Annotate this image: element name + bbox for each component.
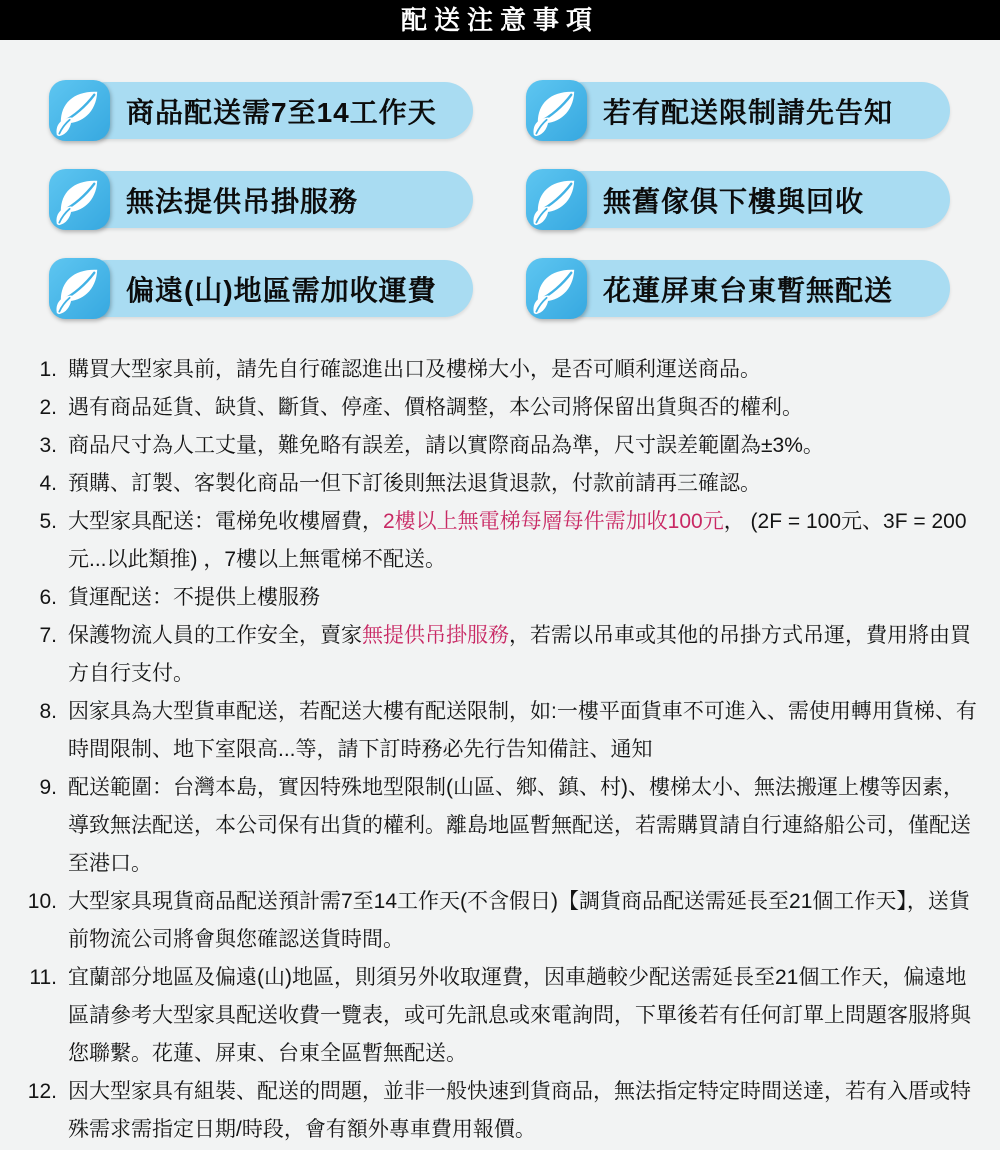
note-number: 4. bbox=[39, 472, 57, 495]
note-item bbox=[20, 959, 980, 1073]
note-segment: 因大型家具有組裝、配送的問題，並非一般快速到貨商品，無法指定特定時間送達，若有入厝或特殊需求需指定日期/時段，會有額外專車費用報價。 bbox=[68, 1080, 971, 1141]
note-highlight: 2樓以上無電梯每層每件需加收100元 bbox=[383, 510, 724, 533]
note-number: 8. bbox=[39, 700, 57, 723]
note-segment: 大型家具現貨商品配送預計需7至14工作天(不含假日)【調貨商品配送需延長至21個工作天】，送貨前物流公司將會與您確認送貨時間。 bbox=[68, 890, 970, 951]
badge-label: 若有配送限制請先告知 bbox=[555, 82, 950, 139]
note-text bbox=[68, 617, 980, 693]
leaf-icon bbox=[48, 168, 111, 231]
note-segment: 預購、訂製、客製化商品一但下訂後則無法退貨退款，付款前請再三確認。 bbox=[68, 472, 761, 495]
note-segment: 大型家具配送：電梯免收樓層費， bbox=[68, 510, 383, 533]
note-segment: 配送範圍：台灣本島，實因特殊地型限制(山區、鄉、鎮、村)、樓梯太小、無法搬運上樓等因素，導致無法配送，本公司保有出貨的權利。離島地區暫無配送，若需購買請自行連絡船公司，僅配送至港口。 bbox=[68, 776, 971, 875]
badges-grid bbox=[48, 79, 952, 320]
note-item bbox=[20, 1073, 980, 1149]
leaf-icon bbox=[48, 257, 111, 320]
leaf-icon bbox=[525, 79, 588, 142]
note-text bbox=[68, 769, 980, 883]
note-number: 12. bbox=[27, 1080, 57, 1103]
badge-label: 無舊傢俱下樓與回收 bbox=[555, 171, 950, 228]
delivery-badge bbox=[48, 257, 475, 320]
note-text bbox=[68, 427, 980, 465]
note-number: 3. bbox=[39, 434, 57, 457]
note-highlight: 無提供吊掛服務 bbox=[362, 624, 509, 647]
note-text bbox=[68, 959, 980, 1073]
note-text bbox=[68, 503, 980, 579]
note-item bbox=[20, 617, 980, 693]
note-segment: 商品尺寸為人工丈量，難免略有誤差，請以實際商品為準，尺寸誤差範圍為±3%。 bbox=[68, 434, 824, 457]
badge-label: 商品配送需7至14工作天 bbox=[78, 82, 473, 139]
note-segment: 保護物流人員的工作安全，賣家 bbox=[68, 624, 362, 647]
note-text bbox=[68, 389, 980, 427]
note-number: 2. bbox=[39, 396, 57, 419]
delivery-badge bbox=[525, 257, 952, 320]
note-text bbox=[68, 579, 980, 617]
note-item bbox=[20, 389, 980, 427]
delivery-notes-list bbox=[20, 351, 980, 1149]
note-item bbox=[20, 883, 980, 959]
note-text bbox=[68, 693, 980, 769]
delivery-badge bbox=[48, 79, 475, 142]
page-title: 配送注意事項 bbox=[0, 0, 1000, 40]
note-item bbox=[20, 579, 980, 617]
note-item bbox=[20, 503, 980, 579]
note-item bbox=[20, 769, 980, 883]
badge-label: 偏遠(山)地區需加收運費 bbox=[78, 260, 473, 317]
note-item bbox=[20, 351, 980, 389]
note-text bbox=[68, 351, 980, 389]
note-number: 1. bbox=[39, 358, 57, 381]
delivery-badge bbox=[525, 168, 952, 231]
note-item bbox=[20, 427, 980, 465]
note-segment: 因家具為大型貨車配送，若配送大樓有配送限制，如:一樓平面貨車不可進入、需使用轉用貨梯、有時間限制、地下室限高...等，請下訂時務必先行告知備註、通知 bbox=[68, 700, 977, 761]
note-number: 6. bbox=[39, 586, 57, 609]
badge-label: 花蓮屏東台東暫無配送 bbox=[555, 260, 950, 317]
note-item bbox=[20, 693, 980, 769]
delivery-badge bbox=[48, 168, 475, 231]
note-segment: 宜蘭部分地區及偏遠(山)地區，則須另外收取運費，因車趟較少配送需延長至21個工作天，偏遠地區請參考大型家具配送收費一覽表，或可先訊息或來電詢問，下單後若有任何訂單上問題客服將與您聯繫。花蓮、屏東、台東全區暫無配送。 bbox=[68, 966, 971, 1065]
delivery-badge bbox=[525, 79, 952, 142]
note-number: 7. bbox=[39, 624, 57, 647]
note-number: 11. bbox=[29, 966, 57, 989]
note-number: 5. bbox=[39, 510, 57, 533]
note-segment: 貨運配送：不提供上樓服務 bbox=[68, 586, 320, 609]
note-text bbox=[68, 465, 980, 503]
note-item bbox=[20, 465, 980, 503]
leaf-icon bbox=[525, 257, 588, 320]
note-number: 10. bbox=[27, 890, 57, 913]
note-number: 9. bbox=[39, 776, 57, 799]
note-segment: 購買大型家具前，請先自行確認進出口及樓梯大小，是否可順利運送商品。 bbox=[68, 358, 761, 381]
note-text bbox=[68, 1073, 980, 1149]
note-segment: ， (2F = 100元、3F = 200元...以此類推) ，7樓以上無電梯不配送。 bbox=[68, 510, 967, 571]
leaf-icon bbox=[48, 79, 111, 142]
leaf-icon bbox=[525, 168, 588, 231]
note-segment: ，若需以吊車或其他的吊掛方式吊運，費用將由買方自行支付。 bbox=[68, 624, 971, 685]
note-text bbox=[68, 883, 980, 959]
note-segment: 遇有商品延貨、缺貨、斷貨、停產、價格調整，本公司將保留出貨與否的權利。 bbox=[68, 396, 803, 419]
badge-label: 無法提供吊掛服務 bbox=[78, 171, 473, 228]
